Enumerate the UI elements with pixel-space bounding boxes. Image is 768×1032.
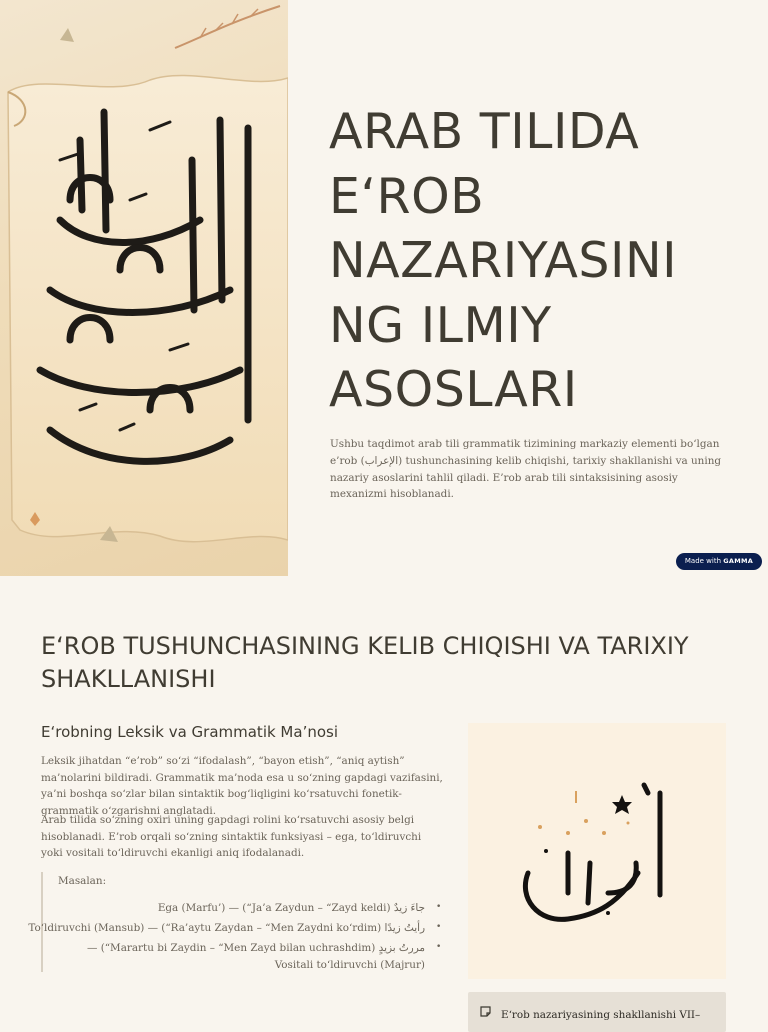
- title-line: ASOSLARI: [329, 361, 578, 418]
- badge-brand: GAMMA: [723, 557, 754, 565]
- paragraph-syntactic-role: Arab tilida so‘zning oxiri uning gapdagi rolini ko‘rsatuvchi asosiy belgi hisoblanadi. E’rob orqali so‘zning sintaktik funksiyasi – ega, to‘ldiruvchi yoki vositali to‘ldiruvchi ekanligi aniq ifodalanadi.: [41, 814, 422, 860]
- title-line: NAZARIYASINI: [329, 232, 678, 289]
- made-with-gamma-badge[interactable]: [676, 553, 762, 570]
- hero-calligraphy-image: [0, 0, 288, 576]
- page-title: [329, 100, 729, 423]
- section-subtitle: E‘robning Leksik va Grammatik Ma’nosi: [41, 723, 339, 741]
- note-icon: [480, 1006, 491, 1017]
- example-blockquote: [28, 872, 433, 972]
- section-title: E‘ROB TUSHUNCHASINING KELIB CHIQISHI VA TARIXIY SHAKLLANISHI: [41, 632, 689, 693]
- example-item: To‘ldiruvchi (Mansub) — (“Ra’aytu Zaydan – “Men Zaydni ko‘rdim) رأيتُ زيدًا: [28, 922, 425, 934]
- calligraphy-stars-icon: [468, 723, 726, 979]
- bullet-icon: •: [436, 902, 442, 912]
- note-text: E‘rob nazariyasining shakllanishi VII–: [501, 1009, 701, 1021]
- title-line: ARAB TILIDA: [329, 103, 640, 160]
- bullet-icon: •: [436, 942, 442, 952]
- side-calligraphy-image: [468, 723, 726, 979]
- bullet-icon: •: [436, 922, 442, 932]
- title-line: E‘ROB: [329, 167, 485, 225]
- calligraphy-scroll-icon: [0, 0, 288, 576]
- note-card: [468, 992, 726, 1032]
- badge-prefix: Made with: [684, 557, 722, 565]
- example-item: Vositali to‘ldiruvchi (Majrur): [274, 959, 425, 971]
- example-item: Ega (Marfu’) — (“Ja’a Zaydun – “Zayd keldi) جاءَ زيدٌ: [157, 902, 425, 914]
- example-label: Masalan:: [58, 875, 107, 887]
- title-line: NG ILMIY: [329, 296, 552, 354]
- paragraph-lexical-meaning: Leksik jihatdan “e’rob” so‘zi “ifodalash”, “bayon etish”, “aniq aytish” ma’nolarini bildiradi. Grammatik ma’noda esa u so‘zning gapdagi vazifasini, ya’ni boshqa so‘zlar bilan sintaktik bog‘liqligini ko‘rsatuvchi fonetik-grammatik o‘zgarishni anglatadi.: [41, 755, 443, 818]
- example-item: — (“Marartu bi Zaydin – “Men Zayd bilan uchrashdim) مررتُ بزيدٍ: [87, 942, 425, 954]
- hero-description: Ushbu taqdimot arab tili grammatik tizimining markaziy elementi bo‘lgan e’rob (الإعراب) tushunchasining kelib chiqishi, tarixiy shakllanishi va uning nazariy asoslarini tahlil qiladi. E’rob arab tili sintaksisining asosiy mexanizmi hisoblanadi.: [330, 438, 722, 501]
